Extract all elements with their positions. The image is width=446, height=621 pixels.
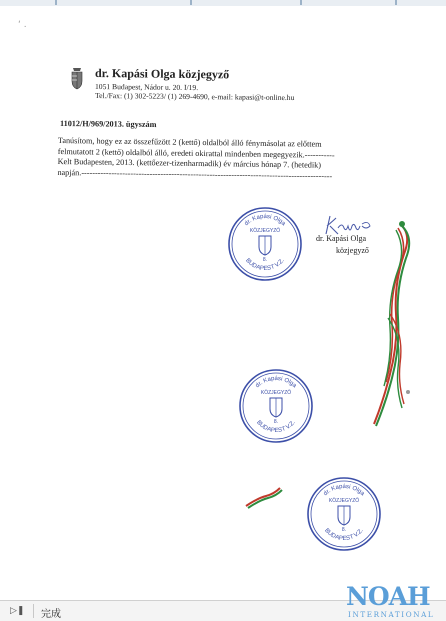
status-text: 完成	[41, 609, 61, 620]
hungarian-crest-icon	[70, 66, 84, 90]
noah-watermark-logo	[346, 582, 446, 620]
binding-cord	[360, 214, 420, 434]
svg-text:dr. Kapási Olga	[244, 214, 287, 228]
stamp-bottom-text: BUDAPEST V.Z.	[244, 257, 286, 273]
notary-address: 1051 Budapest, Nádor u. 20. I/19.	[94, 82, 199, 93]
stamp-top-text: dr. Kapási Olga	[243, 213, 287, 228]
stamp-number: 8.	[262, 257, 268, 263]
notary-name-header: dr. Kapási Olga közjegyző	[94, 66, 230, 82]
stamp-middle-text: KÖZJEGYZŐ	[328, 498, 360, 504]
tab-separator	[55, 0, 57, 5]
tab-separator	[300, 0, 302, 5]
status-divider	[33, 604, 34, 618]
case-number: 11012/H/969/2013. ügyszám	[59, 119, 157, 130]
cord-fragment	[244, 484, 284, 510]
stamp-top-text: dr. Kapási Olga	[254, 375, 298, 390]
stamp-number: 8.	[341, 527, 347, 533]
notary-contact: Tel./Fax: (1) 302-5223/ (1) 269-4690, e-mail: kapasi@t-online.hu	[94, 91, 295, 103]
stamp-middle-text: KÖZJEGYZŐ	[260, 390, 292, 396]
stamp-bottom-text: BUDAPEST V.Z.	[323, 527, 365, 543]
play-pause-icon[interactable]: ▷❚	[10, 606, 25, 616]
notary-stamp	[306, 476, 382, 552]
stamp-bottom-text: BUDAPEST V.Z.	[255, 419, 297, 435]
svg-text:dr. Kapási Olga	[323, 484, 366, 498]
logo-brand: NOAH	[346, 582, 430, 611]
logo-subtitle: INTERNATIONAL	[348, 610, 435, 619]
tab-separator	[190, 0, 192, 5]
signature-title: közjegyző	[336, 246, 369, 255]
stamp-number: 8.	[273, 419, 279, 425]
scan-mark: ‘ .	[18, 20, 27, 30]
signature-name: dr. Kapási Olga	[316, 234, 366, 243]
tab-separator	[395, 0, 397, 5]
certification-line: napján.--------------------------------------------------------------------------------------------	[57, 167, 333, 181]
notary-stamp	[227, 206, 303, 282]
svg-text:dr. Kapási Olga	[255, 376, 298, 390]
certification-text	[57, 136, 388, 183]
certification-line: Tanúsítom, hogy ez az összefűzött 2 (kettő) oldalból álló fénymásolat az előttem	[57, 136, 322, 149]
stamp-middle-text: KÖZJEGYZŐ	[249, 228, 281, 234]
stamp-top-text: dr. Kapási Olga	[322, 483, 366, 498]
certification-line: felmutatott 2 (kettő) oldalból álló, eredeti okirattal mindenben megegyezik.-----------	[57, 146, 335, 160]
scanned-document	[0, 6, 446, 600]
certification-line: Kelt Budapesten, 2013. (kettőezer-tizenharmadik) év március hónap 7. (hetedik)	[57, 156, 322, 170]
notary-stamp	[238, 368, 314, 444]
